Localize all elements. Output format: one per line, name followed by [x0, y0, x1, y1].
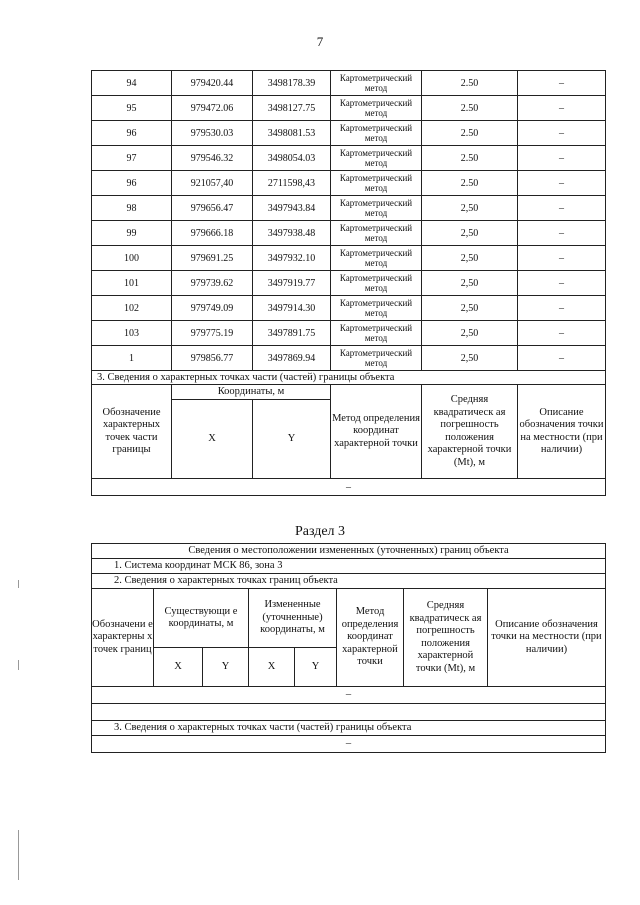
- error: 2,50: [422, 221, 518, 246]
- method: Картометрический метод: [331, 196, 422, 221]
- table-row: [92, 296, 606, 321]
- coord-x: 979856.77: [172, 346, 253, 371]
- error: 2,50: [422, 271, 518, 296]
- coord-x: 979749.09: [172, 296, 253, 321]
- header-changed-coordinates: Измененные (уточненные) координаты, м: [249, 589, 337, 648]
- point-number: 97: [92, 146, 172, 171]
- page-number: 7: [316, 34, 324, 49]
- description: –: [518, 71, 606, 96]
- coordinate-system: 1. Система координат МСК 86, зона 3: [92, 559, 606, 574]
- description: –: [518, 146, 606, 171]
- header-description: Описание обозначения точки на местности (при наличии): [488, 589, 606, 687]
- error: 2,50: [422, 346, 518, 371]
- description: –: [518, 321, 606, 346]
- part-points-title: 3. Сведения о характерных точках части (частей) границы объекта: [92, 721, 606, 736]
- table-row: [92, 146, 606, 171]
- table-title: Сведения о местоположении измененных (уточненных) границ объекта: [92, 544, 606, 559]
- coord-y: 3497932.10: [253, 246, 331, 271]
- scan-margin-mark: [18, 660, 19, 670]
- description: –: [518, 296, 606, 321]
- table-row: [92, 196, 606, 221]
- error: 2.50: [422, 121, 518, 146]
- error: 2.50: [422, 96, 518, 121]
- coord-y: 3497943.84: [253, 196, 331, 221]
- coord-x: 979420.44: [172, 71, 253, 96]
- empty-row-dash: –: [92, 479, 606, 496]
- coord-x: 979739.62: [172, 271, 253, 296]
- coord-y: 3497891.75: [253, 321, 331, 346]
- error: 2,50: [422, 296, 518, 321]
- scan-margin-mark: [18, 580, 19, 588]
- header-x: X: [172, 400, 253, 479]
- method: Картометрический метод: [331, 296, 422, 321]
- coord-y: 3498178.39: [253, 71, 331, 96]
- description: –: [518, 121, 606, 146]
- description: –: [518, 246, 606, 271]
- coord-x: 921057,40: [172, 171, 253, 196]
- boundary-points-table: [91, 70, 606, 496]
- coord-x: 979472.06: [172, 96, 253, 121]
- method: Картометрический метод: [331, 71, 422, 96]
- coord-y: 3498054.03: [253, 146, 331, 171]
- point-number: 101: [92, 271, 172, 296]
- table-row: [92, 246, 606, 271]
- coord-y: 3497938.48: [253, 221, 331, 246]
- header-y-existing: Y: [203, 648, 249, 687]
- scan-margin-mark: [18, 830, 19, 880]
- method: Картометрический метод: [331, 321, 422, 346]
- error: 2,50: [422, 246, 518, 271]
- table-row: [92, 221, 606, 246]
- coord-y: 2711598,43: [253, 171, 331, 196]
- changed-boundaries-table: [91, 543, 606, 753]
- table-row: [92, 121, 606, 146]
- empty-row-dash: –: [92, 687, 606, 704]
- subsection-title: 3. Сведения о характерных точках части (частей) границы объекта: [92, 371, 606, 385]
- coord-y: 3497919.77: [253, 271, 331, 296]
- method: Картометрический метод: [331, 146, 422, 171]
- error: 2.50: [422, 171, 518, 196]
- description: –: [518, 171, 606, 196]
- method: Картометрический метод: [331, 246, 422, 271]
- coord-x: 979691.25: [172, 246, 253, 271]
- header-existing-coordinates: Существующи е координаты, м: [154, 589, 249, 648]
- method: Картометрический метод: [331, 346, 422, 371]
- header-designation: Обозначение характерных точек части границы: [92, 385, 172, 479]
- coord-y: 3497869.94: [253, 346, 331, 371]
- point-number: 98: [92, 196, 172, 221]
- points-info-title: 2. Сведения о характерных точках границ объекта: [92, 574, 606, 589]
- error: 2,50: [422, 321, 518, 346]
- header-designation: Обозначени е характерны х точек границ: [92, 589, 154, 687]
- blank-row: [92, 704, 606, 721]
- point-number: 102: [92, 296, 172, 321]
- point-number: 95: [92, 96, 172, 121]
- method: Картометрический метод: [331, 271, 422, 296]
- point-number: 94: [92, 71, 172, 96]
- coord-x: 979666.18: [172, 221, 253, 246]
- method: Картометрический метод: [331, 121, 422, 146]
- coord-x: 979656.47: [172, 196, 253, 221]
- coord-x: 979775.19: [172, 321, 253, 346]
- point-number: 103: [92, 321, 172, 346]
- table-row: [92, 346, 606, 371]
- header-x-existing: X: [154, 648, 203, 687]
- section-title: Раздел 3: [294, 524, 346, 539]
- header-y-changed: Y: [295, 648, 337, 687]
- description: –: [518, 221, 606, 246]
- description: –: [518, 346, 606, 371]
- table-row: [92, 321, 606, 346]
- header-x-changed: X: [249, 648, 295, 687]
- table-row: [92, 271, 606, 296]
- coord-y: 3498127.75: [253, 96, 331, 121]
- point-number: 96: [92, 171, 172, 196]
- coord-y: 3498081.53: [253, 121, 331, 146]
- point-number: 96: [92, 121, 172, 146]
- method: Картометрический метод: [331, 221, 422, 246]
- point-number: 1: [92, 346, 172, 371]
- point-number: 99: [92, 221, 172, 246]
- description: –: [518, 271, 606, 296]
- coord-x: 979546.32: [172, 146, 253, 171]
- description: –: [518, 96, 606, 121]
- header-method: Метод определения координат характерной точки: [337, 589, 404, 687]
- description: –: [518, 196, 606, 221]
- coord-y: 3497914.30: [253, 296, 331, 321]
- boundary-points-body: [92, 71, 606, 371]
- table-row: [92, 171, 606, 196]
- method: Картометрический метод: [331, 96, 422, 121]
- coord-x: 979530.03: [172, 121, 253, 146]
- header-error: Средняя квадратическ ая погрешность положения характерной точки (Mt), м: [404, 589, 488, 687]
- table-row: [92, 71, 606, 96]
- error: 2.50: [422, 146, 518, 171]
- empty-row-dash-2: –: [92, 736, 606, 753]
- header-description: Описание обозначения точки на местности (при наличии): [518, 385, 606, 479]
- header-method: Метод определения координат характерной точки: [331, 385, 422, 479]
- point-number: 100: [92, 246, 172, 271]
- header-y: Y: [253, 400, 331, 479]
- header-error: Средняя квадратическ ая погрешность положения характерной точки (Mt), м: [422, 385, 518, 479]
- method: Картометрический метод: [331, 171, 422, 196]
- error: 2.50: [422, 71, 518, 96]
- table-row: [92, 96, 606, 121]
- header-coordinates: Координаты, м: [172, 385, 331, 400]
- error: 2,50: [422, 196, 518, 221]
